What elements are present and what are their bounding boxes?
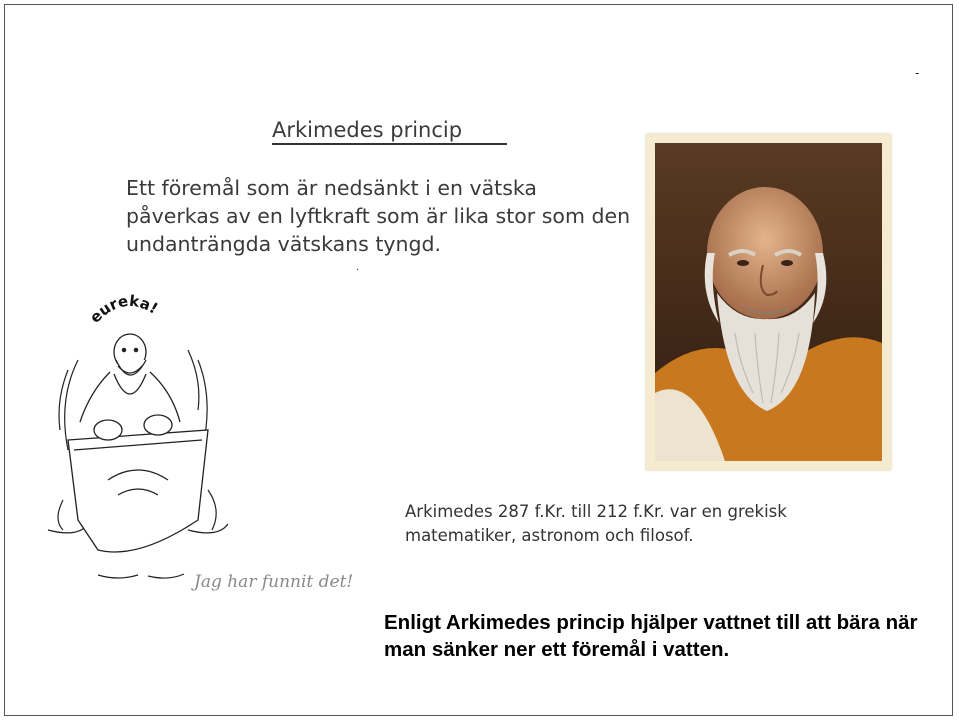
slide-title: Arkimedes princip — [272, 118, 463, 142]
corner-mark: - — [915, 66, 920, 80]
eureka-quote: Jag har funnit det! — [194, 572, 354, 592]
eureka-text: eureka! — [86, 291, 162, 327]
conclusion-text: Enligt Arkimedes princip hjälper vattnet till att bära när man sänker ner ett föremål i vatten. — [384, 611, 918, 661]
stray-dot: . — [356, 262, 360, 273]
portrait-caption: Arkimedes 287 f.Kr. till 212 f.Kr. var en grekisk matematiker, astronom och filosof. — [405, 502, 787, 545]
archimedes-bathtub-illustration — [38, 280, 238, 600]
principle-definition: Ett föremål som är nedsänkt i en vätska påverkas av en lyftkraft som är lika stor som den undanträngda vätskans tyngd. — [126, 176, 631, 256]
title-underline — [272, 143, 507, 145]
archimedes-portrait — [646, 134, 891, 470]
